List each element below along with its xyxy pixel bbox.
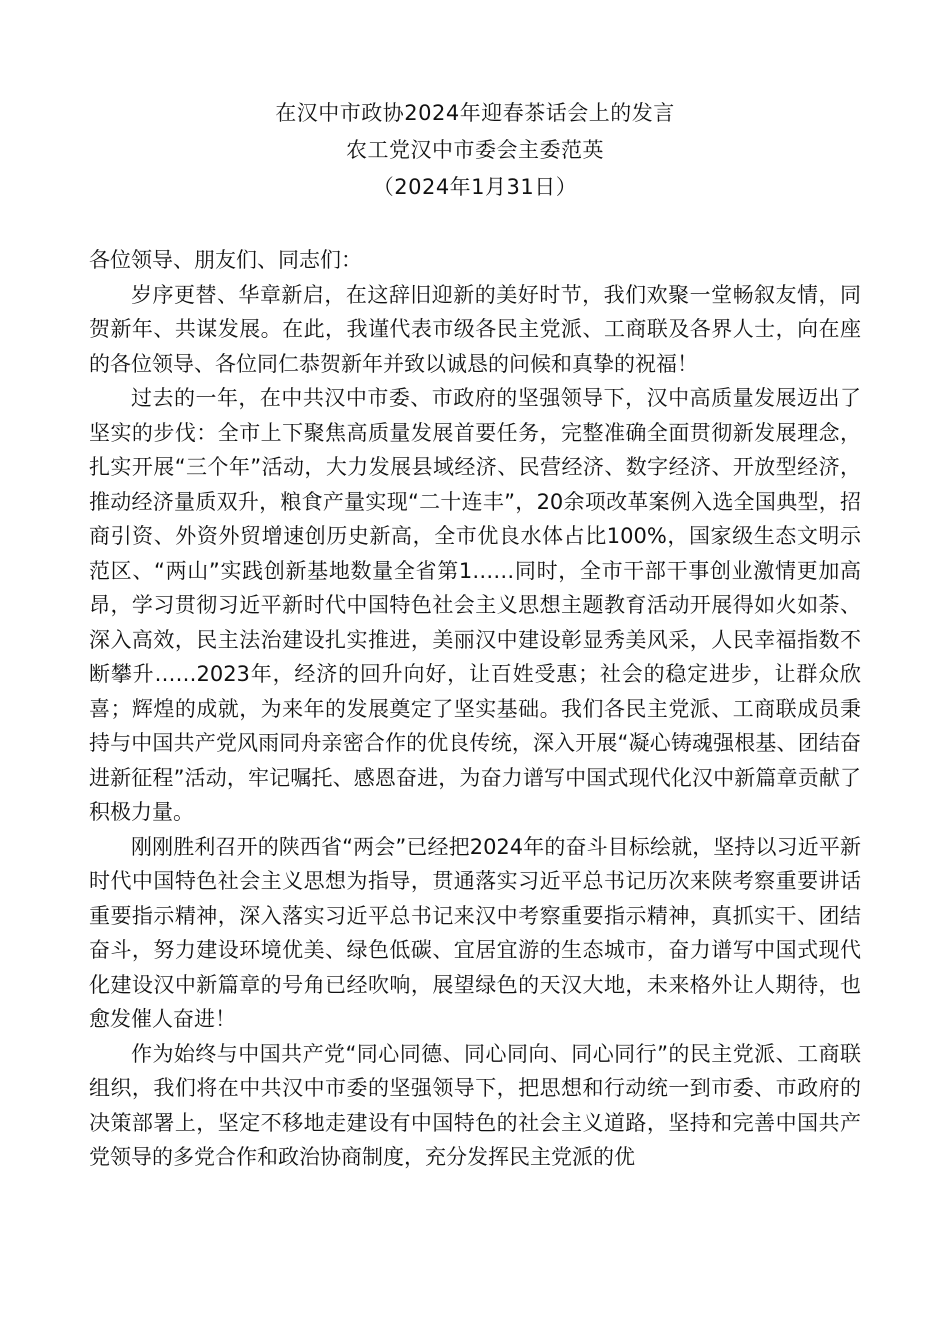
salutation: 各位领导、朋友们、同志们： — [89, 248, 362, 272]
speech-date: （2024年1月31日） — [372, 175, 578, 199]
paragraph-greeting: 岁序更替、华章新启，在这辞旧迎新的美好时节，我们欢聚一堂畅叙友情，同贺新年、共谋发展。在此，我谨代表市级各民主党派、工商联及各界人士，向在座的各位领导、各位同仁恭贺新年并致以诚恳的问候和真挚的祝福！ — [89, 282, 861, 376]
paragraph-outlook: 刚刚胜利召开的陕西省“两会”已经把2024年的奋斗目标绘就，坚持以习近平新时代中国特色社会主义思想为指导，贯通落实习近平总书记历次来陕考察重要讲话重要指示精神，深入落实习近平总书记来汉中考察重要指示精神，真抓实干、团结奋斗，努力建设环境优美、绿色低碳、宜居宜游的生态城市，奋力谱写中国式现代化建设汉中新篇章的号角已经吹响，展望绿色的天汉大地，未来格外让人期待，也愈发催人奋进！ — [89, 834, 861, 1031]
paragraph-review: 过去的一年，在中共汉中市委、市政府的坚强领导下，汉中高质量发展迈出了坚实的步伐：全市上下聚焦高质量发展首要任务，完整准确全面贯彻新发展理念，扎实开展“三个年”活动，大力发展县域经济、民营经济、数字经济、开放型经济，推动经济量质双升，粮食产量实现“二十连丰”，20余项改革案例入选全国典型，招商引资、外资外贸增速创历史新高，全市优良水体占比100%，国家级生态文明示范区、“两山”实践创新基地数量全省第1……同时，全市干部干事创业激情更加高昂，学习贯彻习近平新时代中国特色社会主义思想主题教育活动开展得如火如荼、深入高效，民主法治建设扎实推进，美丽汉中建设彰显秀美风采，人民幸福指数不断攀升……2023年，经济的回升向好，让百姓受惠；社会的稳定进步，让群众欣喜；辉煌的成就，为来年的发展奠定了坚实基础。我们各民主党派、工商联成员秉持与中国共产党风雨同舟亲密合作的优良传统，深入开展“凝心铸魂强根基、团结奋进新征程”活动，牢记嘱托、感恩奋进，为奋力谱写中国式现代化汉中新篇章贡献了积极力量。 — [89, 386, 861, 824]
paragraph-commitment: 作为始终与中国共产党“同心同德、同心同向、同心同行”的民主党派、工商联组织，我们将在中共汉中市委的坚强领导下，把思想和行动统一到市委、市政府的决策部署上，坚定不移地走建设有中国特色的社会主义道路，坚持和完善中国共产党领导的多党合作和政治协商制度，充分发挥民主党派的优 — [89, 1041, 861, 1169]
speech-title: 在汉中市政协2024年迎春茶话会上的发言 — [275, 101, 675, 125]
speaker-line: 农工党汉中市委会主委范英 — [346, 138, 604, 162]
document-header — [0, 95, 950, 206]
speech-body — [89, 243, 861, 1175]
